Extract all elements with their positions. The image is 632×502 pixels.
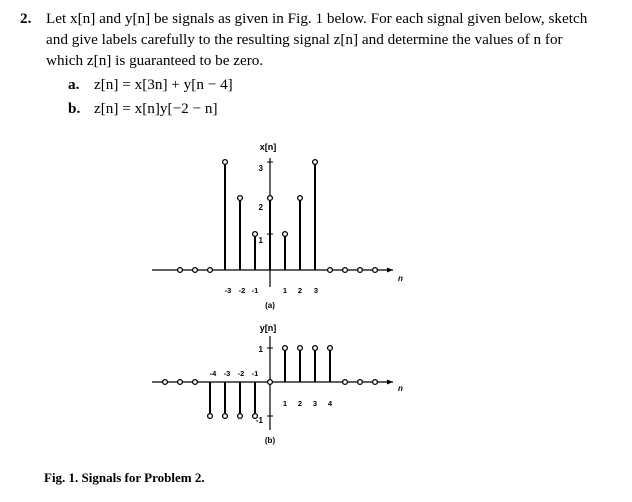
panel-a-sample-marker [193, 268, 198, 273]
panel-b-xtick-neg3: -3 [223, 369, 231, 378]
part-a-label: a. [68, 76, 80, 93]
panel-b-sublabel: (b) [264, 436, 276, 445]
panel-b-ytick-neg1: -1 [255, 416, 263, 425]
panel-a-xtick-neg3: -3 [224, 286, 232, 295]
panel-b-sample-marker [343, 380, 348, 385]
panel-b-sample-marker [238, 414, 243, 419]
panel-a-sample-marker [283, 232, 288, 237]
panel-b-sample-marker [223, 414, 228, 419]
panel-b-sample-marker [268, 380, 273, 385]
panel-b-sample-marker [328, 346, 333, 351]
panel-a-sample-marker [223, 160, 228, 165]
panel-b-sample-marker [283, 346, 288, 351]
panel-b-sample-marker [193, 380, 198, 385]
panel-a-sample-marker [313, 160, 318, 165]
panel-b-xtick-2: 2 [297, 399, 303, 408]
part-b-label: b. [68, 100, 81, 117]
part-b-expression: z[n] = x[n]y[−2 − n] [94, 100, 218, 117]
panel-a-sample-marker [238, 196, 243, 201]
panel-a [152, 158, 393, 287]
panel-a-sample-marker [343, 268, 348, 273]
panel-a-xlabel: n [398, 274, 403, 283]
panel-a-ytick-1: 1 [258, 236, 263, 245]
panel-a-sample-marker [328, 268, 333, 273]
panel-b-xlabel: n [398, 384, 403, 393]
panel-a-xtick-neg2: -2 [238, 286, 246, 295]
problem-number: 2. [20, 10, 32, 27]
panel-a-sample-marker [373, 268, 378, 273]
panel-a-labels [225, 142, 403, 310]
panel-b-xtick-neg4: -4 [209, 369, 217, 378]
panel-a-sample-marker [268, 196, 273, 201]
panel-a-sublabel: (a) [265, 301, 275, 310]
panel-b-ylabel: y[n] [259, 323, 277, 333]
panel-a-xtick-neg1: -1 [251, 286, 259, 295]
panel-a-ytick-2: 2 [258, 203, 263, 212]
panel-a-xtick-2: 2 [297, 286, 303, 295]
panel-a-sample-marker [178, 268, 183, 273]
panel-b-xtick-neg1: -1 [251, 369, 259, 378]
panel-a-sample-marker [298, 196, 303, 201]
panel-a-xtick-1: 1 [282, 286, 288, 295]
panel-a-ylabel: x[n] [259, 142, 277, 152]
panel-b-sample-marker [373, 380, 378, 385]
panel-b-ytick-1: 1 [258, 345, 263, 354]
panel-b-xtick-3: 3 [312, 399, 318, 408]
panel-a-x-arrow [387, 268, 393, 273]
panel-b-xtick-1: 1 [282, 399, 288, 408]
panel-b-sample-marker [313, 346, 318, 351]
panel-a-sample-marker [358, 268, 363, 273]
problem-line-1: Let x[n] and y[n] be signals as given in Fig. 1 below. For each signal given below, sketch [46, 10, 588, 27]
panel-b-xtick-neg2: -2 [237, 369, 245, 378]
figure-caption: Fig. 1. Signals for Problem 2. [44, 470, 205, 485]
panel-b [152, 336, 393, 430]
panel-a-ytick-3: 3 [258, 164, 263, 173]
panel-a-xtick-3: 3 [313, 286, 319, 295]
panel-b-x-arrow [387, 380, 393, 385]
panel-a-sample-marker [253, 232, 258, 237]
panel-b-sample-marker [298, 346, 303, 351]
panel-b-sample-marker [178, 380, 183, 385]
problem-line-2: and give labels carefully to the resulting signal z[n] and determine the values of n for [46, 31, 563, 48]
panel-b-xtick-4: 4 [327, 399, 333, 408]
part-a-expression: z[n] = x[3n] + y[n − 4] [94, 76, 233, 93]
panel-a-sample-marker [208, 268, 213, 273]
problem-line-3: which z[n] is guaranteed to be zero. [46, 52, 264, 69]
panel-b-sample-marker [208, 414, 213, 419]
panel-b-sample-marker [358, 380, 363, 385]
panel-b-sample-marker [163, 380, 168, 385]
